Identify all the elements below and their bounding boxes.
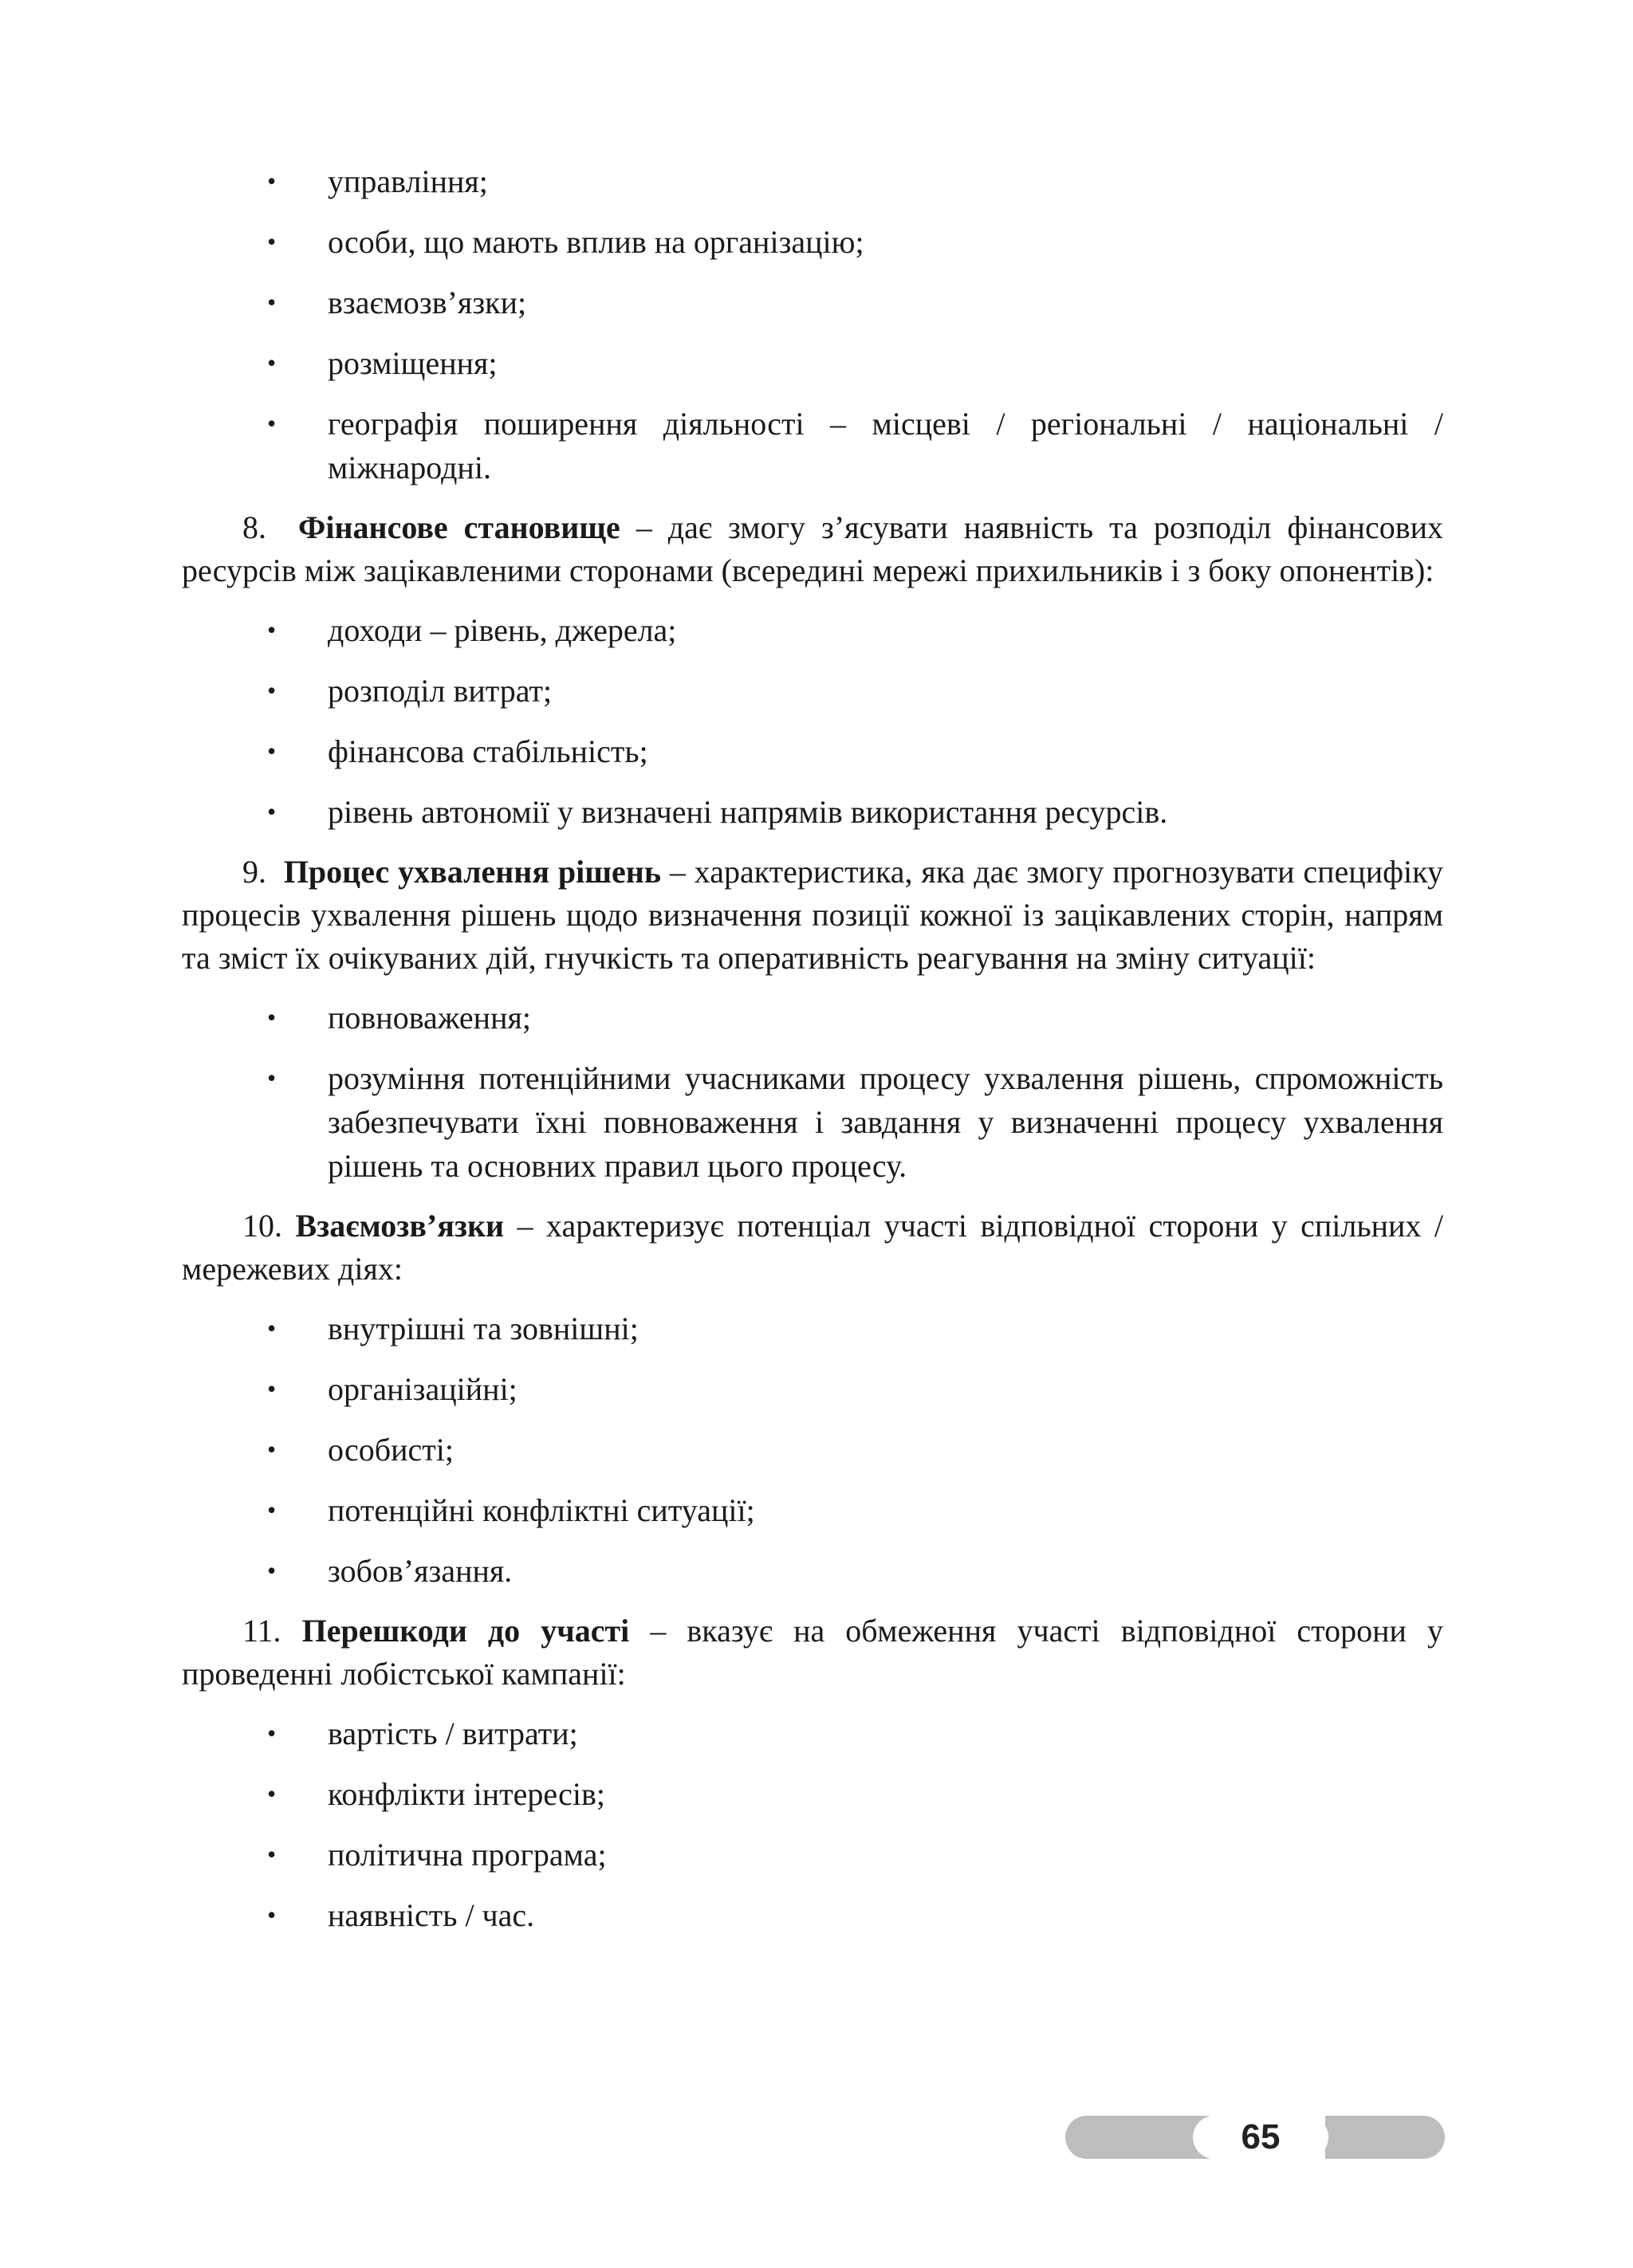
bullet-list-barriers xyxy=(182,1712,1443,1937)
bullet-icon: • xyxy=(267,1003,277,1032)
bullet-icon: • xyxy=(267,797,277,826)
list-item: • політична програма; xyxy=(182,1833,1443,1877)
bullet-list-organization xyxy=(182,159,1443,489)
footer-bar-left xyxy=(1065,2116,1209,2159)
term-heading: Фінансове становище xyxy=(298,509,620,545)
list-item: • конфлікти інтересів; xyxy=(182,1772,1443,1816)
page-number: 65 xyxy=(1241,2117,1281,2156)
list-item: • внутрішні та зовнішні; xyxy=(182,1307,1443,1350)
bullet-icon: • xyxy=(267,1779,277,1808)
list-item: • повноваження; xyxy=(182,996,1443,1040)
page-footer xyxy=(1065,2116,1445,2159)
footer-bar-right xyxy=(1325,2116,1445,2159)
paragraph-decision-process: 9. Процес ухвалення рішень – характеристика, яка дає змогу прогнозувати специфіку процесів ухвалення рішень щодо визначення позиції кожної із зацікавлених сторін, напрям та зміст їх очікуваних дій, гнучкість та оперативність реагування на зміну ситуації: xyxy=(182,854,1444,976)
list-item: • потенційні конфліктні ситуації; xyxy=(182,1488,1443,1532)
bullet-icon: • xyxy=(267,1374,277,1403)
list-item: • наявність / час. xyxy=(182,1893,1443,1937)
list-item: • рівень автономії у визначені напрямів використання ресурсів. xyxy=(182,790,1443,834)
list-item: • взаємозв’язки; xyxy=(182,281,1443,324)
list-item: • фінансова стабільність; xyxy=(182,729,1443,773)
paragraph-financial-status: 8. Фінансове становище – дає змогу з’ясувати наявність та розподіл фінансових ресурсів між зацікавленими сторонами (всередині мережі прихильників і з боку опонентів): xyxy=(182,509,1444,588)
list-item: • особисті; xyxy=(182,1428,1443,1472)
bullet-icon: • xyxy=(267,615,277,644)
page-content xyxy=(182,159,1443,1954)
bullet-list-relationships xyxy=(182,1307,1443,1593)
list-item: • зобов’язання. xyxy=(182,1549,1443,1593)
list-item: • доходи – рівень, джерела; xyxy=(182,608,1443,652)
bullet-list-finance xyxy=(182,608,1443,834)
list-item: • розподіл витрат; xyxy=(182,669,1443,713)
bullet-icon: • xyxy=(267,227,277,256)
bullet-icon: • xyxy=(267,1840,277,1869)
bullet-list-decision xyxy=(182,996,1443,1188)
list-item: • географія поширення діяльності – місцеві / регіональні / національні / міжнародні. xyxy=(182,402,1443,489)
bullet-icon: • xyxy=(267,1496,277,1524)
bullet-icon: • xyxy=(267,1063,277,1092)
term-heading: Взаємозв’язки xyxy=(295,1208,505,1244)
term-heading: Перешкоди до участі xyxy=(301,1613,630,1649)
bullet-icon: • xyxy=(267,409,277,438)
term-heading: Процес ухвалення рішень xyxy=(283,854,661,890)
bullet-icon: • xyxy=(267,1314,277,1342)
paragraph-relationships: 10. Взаємозв’язки – характеризує потенціал участі відповідної сторони у спільних / мережевих діях: xyxy=(182,1208,1444,1287)
bullet-icon: • xyxy=(267,737,277,765)
bullet-icon: • xyxy=(267,1435,277,1464)
list-item: • розуміння потенційними учасниками процесу ухвалення рішень, спроможність забезпечувати їхні повноваження і завдання у визначенні процесу ухвалення рішень та основних правил цього процесу. xyxy=(182,1056,1443,1188)
bullet-icon: • xyxy=(267,288,277,316)
paragraph-barriers: 11. Перешкоди до участі – вказує на обмеження участі відповідної сторони у проведенні лобістської кампанії: xyxy=(182,1613,1444,1692)
bullet-icon: • xyxy=(267,676,277,705)
bullet-icon: • xyxy=(267,1556,277,1585)
bullet-icon: • xyxy=(267,348,277,377)
bullet-icon: • xyxy=(267,167,277,195)
list-item: • особи, що мають вплив на організацію; xyxy=(182,220,1443,264)
list-item: • вартість / витрати; xyxy=(182,1712,1443,1755)
list-item: • управління; xyxy=(182,159,1443,203)
list-item: • організаційні; xyxy=(182,1367,1443,1411)
list-item: • розміщення; xyxy=(182,341,1443,385)
bullet-icon: • xyxy=(267,1900,277,1929)
bullet-icon: • xyxy=(267,1719,277,1747)
